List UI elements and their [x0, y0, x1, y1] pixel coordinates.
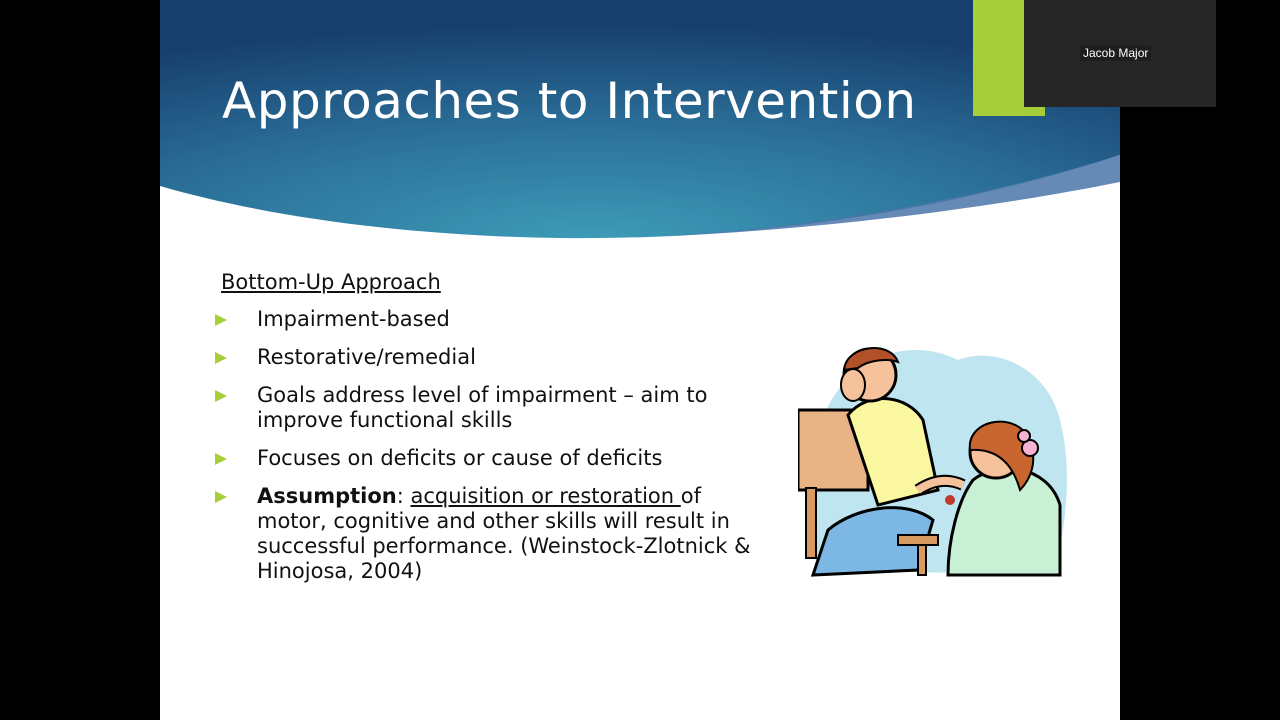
- bullet-list: [215, 307, 775, 597]
- bullet-text: Restorative/remedial: [257, 345, 476, 369]
- slide-title: Approaches to Intervention: [222, 72, 917, 130]
- bullet-text: Focuses on deficits or cause of deficits: [257, 446, 663, 470]
- assumption-underlined-text: acquisition or restoration: [410, 484, 681, 508]
- bullet-arrow-icon: [215, 352, 227, 364]
- bullet-arrow-icon: [215, 491, 227, 503]
- bullet-item: [215, 345, 775, 370]
- therapy-clipart-image: [798, 340, 1073, 580]
- presentation-slide: [160, 0, 1120, 720]
- assumption-rest-text: of motor, cognitive and other skills will result in successful performance. (Weinstock-Zlotnick & Hinojosa, 2004): [257, 484, 751, 583]
- bullet-item-assumption: [215, 484, 775, 584]
- slide-subheading: Bottom-Up Approach: [221, 270, 441, 294]
- bullet-item: [215, 307, 775, 332]
- bullet-arrow-icon: [215, 314, 227, 326]
- assumption-label: Assumption: [257, 484, 397, 508]
- bullet-arrow-icon: [215, 390, 227, 402]
- bullet-text: Goals address level of impairment – aim to improve functional skills: [257, 383, 708, 432]
- bullet-text: Impairment-based: [257, 307, 450, 331]
- bullet-item: [215, 383, 775, 433]
- bullet-arrow-icon: [215, 453, 227, 465]
- participant-name-label: Jacob Major: [1080, 45, 1151, 61]
- bullet-item: [215, 446, 775, 471]
- assumption-colon: :: [396, 484, 411, 508]
